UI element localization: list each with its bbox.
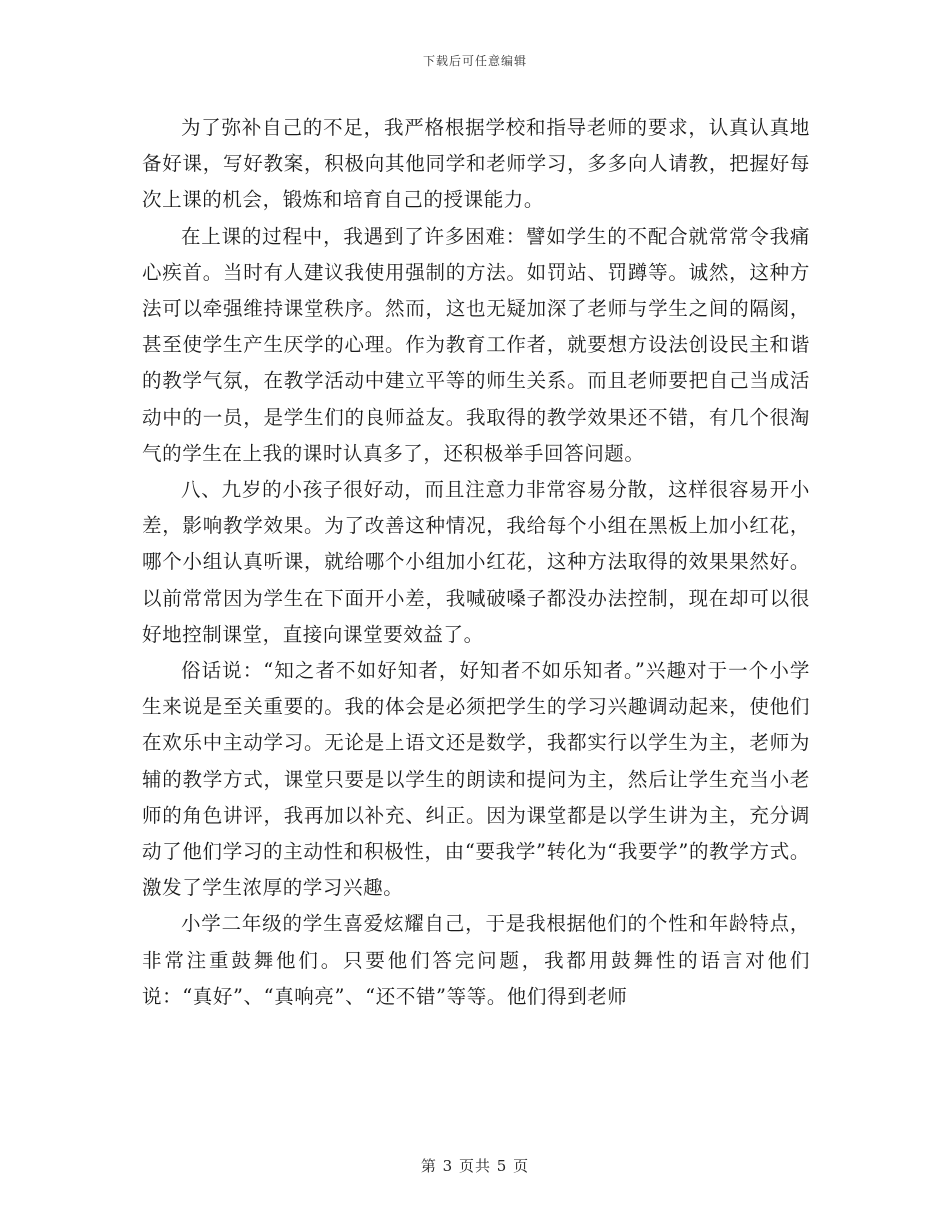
paragraph-1: 为了弥补自己的不足，我严格根据学校和指导老师的要求，认真认真地备好课，写好教案，积极向其他同学和老师学习，多多向人请教，把握好每次上课的机会，锻炼和培育自己的授课能力。 — [142, 116, 810, 212]
document-body — [142, 110, 810, 1015]
page-footer: 第 3 页共 5 页 — [420, 1157, 530, 1175]
paragraph-3: 八、九岁的小孩子很好动，而且注意力非常容易分散，这样很容易开小差，影响教学效果。为了改善这种情况，我给每个小组在黑板上加小红花，哪个小组认真听课，就给哪个小组加小红花，这种方法取得的效果果然好。以前常常因为学生在下面开小差，我喊破嗓子都没办法控制，现在却可以很好地控制课堂，直接向课堂要效益了。 — [142, 478, 810, 646]
paragraph-5: 小学二年级的学生喜爱炫耀自己，于是我根据他们的个性和年龄特点，非常注重鼓舞他们。只要他们答完问题，我都用鼓舞性的语言对他们说：“真好”、“真响亮”、“还不错”等等。他们得到老师 — [142, 912, 810, 1008]
page-header: 下载后可任意编辑 — [422, 54, 527, 68]
paragraph-2: 在上课的过程中，我遇到了许多困难：譬如学生的不配合就常常令我痛心疾首。当时有人建议我使用强制的方法。如罚站、罚蹲等。诚然，这种方法可以牵强维持课堂秩序。然而，这也无疑加深了老师与学生之间的隔阂，甚至使学生产生厌学的心理。作为教育工作者，就要想方设法创设民主和谐的教学气氛，在教学活动中建立平等的师生关系。而且老师要把自己当成活动中的一员，是学生们的良师益友。我取得的教学效果还不错，有几个很淘气的学生在上我的课时认真多了，还积极举手回答问题。 — [142, 224, 810, 465]
paragraph-4: 俗话说：“知之者不如好知者，好知者不如乐知者。”兴趣对于一个小学生来说是至关重要的。我的体会是必须把学生的学习兴趣调动起来，使他们在欢乐中主动学习。无论是上语文还是数学，我都实行以学生为主，老师为辅的教学方式，课堂只要是以学生的朗读和提问为主，然后让学生充当小老师的角色讲评，我再加以补充、纠正。因为课堂都是以学生讲为主，充分调动了他们学习的主动性和积极性，由“要我学”转化为“我要学”的教学方式。激发了学生浓厚的学习兴趣。 — [142, 659, 810, 900]
